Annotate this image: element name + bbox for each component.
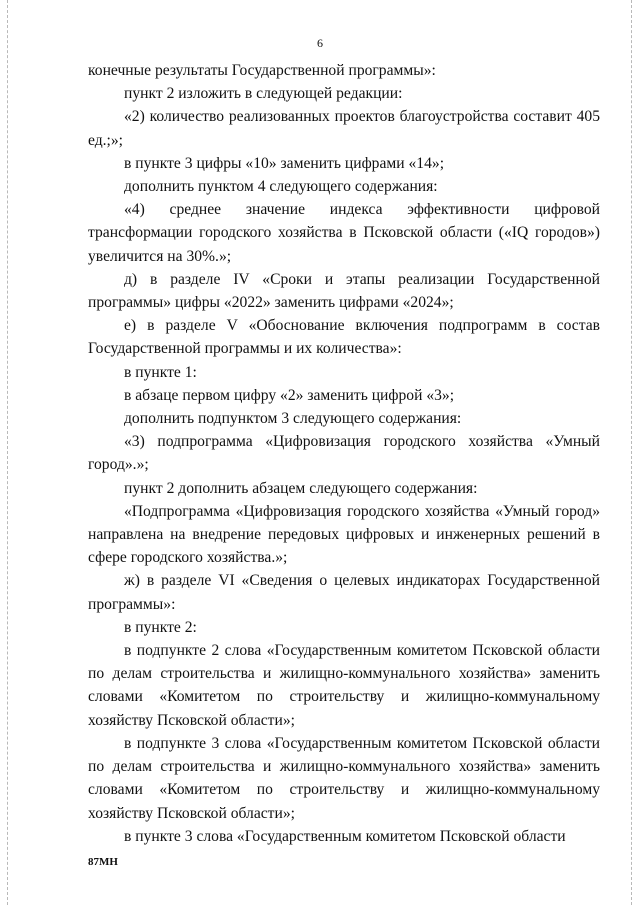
paragraph: в пункте 3 цифры «10» заменить цифрами «14»;	[124, 154, 445, 172]
page-number: 6	[317, 36, 323, 50]
paragraph: «2) количество реализованных проектов благоустройства составит 405 ед.;»;	[88, 108, 600, 149]
paragraph: пункт 2 изложить в следующей редакции:	[124, 85, 403, 103]
paragraph: «Подпрограмма «Цифровизация городского хозяйства «Умный город» направлена на внедрение передовых цифровых и инженерных решений в сфере городского хозяйства.»;	[88, 502, 600, 567]
document-code: 87МН	[88, 856, 118, 868]
document-body	[88, 59, 600, 848]
paragraph: конечные результаты Государственной программы»:	[88, 62, 436, 79]
paragraph: е) в разделе V «Обоснование включения подпрограмм в состав Государственной программы и их количества»:	[88, 317, 600, 358]
paragraph: в пункте 3 слова «Государственным комитетом Псковской области	[124, 827, 566, 845]
right-edge-line	[631, 0, 632, 905]
paragraph: ж) в разделе VI «Сведения о целевых индикаторах Государственной программы»:	[88, 572, 600, 613]
paragraph: д) в разделе IV «Сроки и этапы реализации Государственной программы» цифры «2022» заменить цифрами «2024»;	[88, 270, 600, 312]
paragraph: дополнить подпунктом 3 следующего содержания:	[124, 410, 462, 428]
paragraph: в пункте 1:	[124, 363, 197, 381]
paragraph: дополнить пунктом 4 следующего содержания:	[124, 178, 438, 196]
paragraph: в пункте 2:	[124, 618, 197, 636]
paragraph: «4) среднее значение индекса эффективности цифровой трансформации городского хозяйства в Псковской области («IQ городов») увеличится на 30%.»;	[88, 201, 600, 265]
paragraph: в подпункте 3 слова «Государственным комитетом Псковской области по делам строительства и жилищно-коммунального хозяйства» заменить словами «Комитетом по строительству и жилищно-коммунальному хозяйству Псковской области»;	[88, 734, 600, 822]
paragraph: в подпункте 2 слова «Государственным комитетом Псковской области по делам строительства и жилищно-коммунального хозяйства» заменить словами «Комитетом по строительству и жилищно-коммунальному хозяйству Псковской области»;	[88, 642, 600, 729]
paragraph: пункт 2 дополнить абзацем следующего содержания:	[124, 479, 478, 497]
paragraph: «3) подпрограмма «Цифровизация городского хозяйства «Умный город».»;	[88, 433, 600, 474]
paragraph: в абзаце первом цифру «2» заменить цифрой «3»;	[124, 386, 455, 404]
left-edge-line	[7, 0, 8, 905]
